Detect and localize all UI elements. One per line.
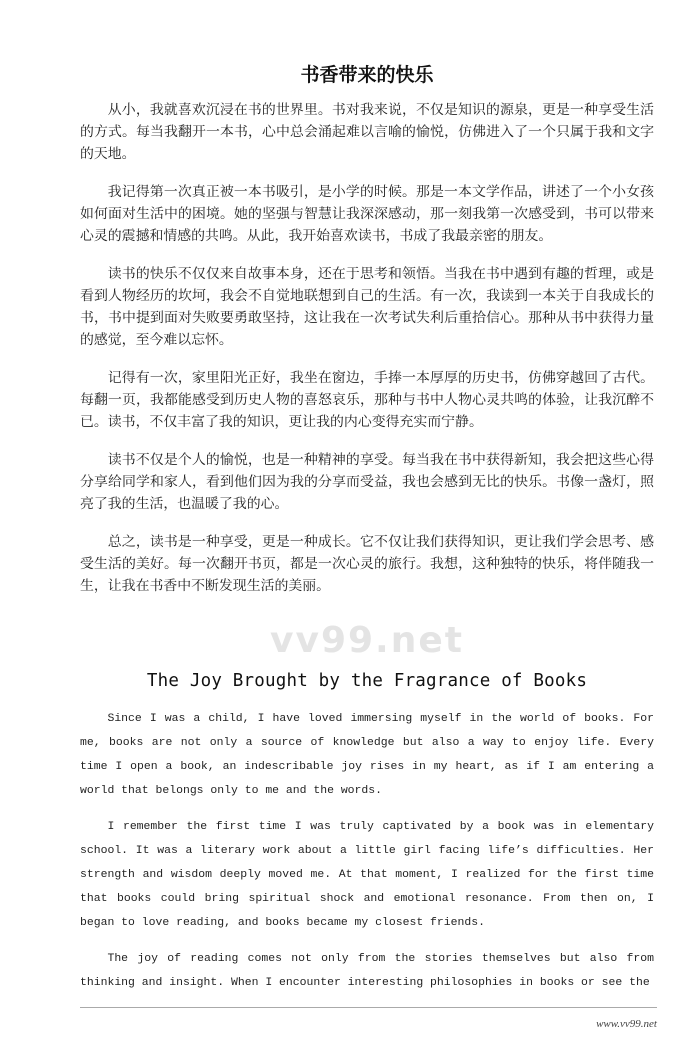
english-paragraph: The joy of reading comes not only from the stories themselves but also from thinking and insight. When I encounter interesting philosophies in books or see the	[80, 952, 654, 989]
chinese-paragraph: 总之，读书是一种享受，更是一种成长。它不仅让我们获得知识，更让我们学会思考、感受生活的美好。每一次翻开书页，都是一次心灵的旅行。我想，这种独特的快乐，将伴随我一生，让我在书香中不断发现生活的美丽。	[80, 534, 654, 594]
chinese-paragraph: 读书不仅是个人的愉悦，也是一种精神的享受。每当我在书中获得新知，我会把这些心得分享给同学和家人，看到他们因为我的分享而受益，我也会感到无比的快乐。书像一盏灯，照亮了我的生活，也温暖了我的心。	[80, 452, 654, 512]
document-page	[80, 0, 654, 995]
section-gap	[80, 613, 654, 669]
chinese-paragraph: 从小，我就喜欢沉浸在书的世界里。书对我来说，不仅是知识的源泉，更是一种享受生活的方式。每当我翻开一本书，心中总会涌起难以言喻的愉悦，仿佛进入了一个只属于我和文字的天地。	[80, 102, 654, 162]
chinese-body	[80, 99, 654, 597]
chinese-paragraph: 记得有一次，家里阳光正好，我坐在窗边，手捧一本厚厚的历史书，仿佛穿越回了古代。每翻一页，我都能感受到历史人物的喜怒哀乐，那种与书中人物心灵共鸣的体验，让我沉醉不已。读书，不仅丰富了我的知识，更让我的内心变得充实而宁静。	[80, 370, 654, 430]
footer-site: www.vv99.net	[596, 1018, 657, 1030]
chinese-paragraph: 我记得第一次真正被一本书吸引，是小学的时候。那是一本文学作品，讲述了一个小女孩如何面对生活中的困境。她的坚强与智慧让我深深感动，那一刻我第一次感受到，书可以带来心灵的震撼和情感的共鸣。从此，我开始喜欢读书，书成了我最亲密的朋友。	[80, 184, 654, 244]
watermark: vv99.net	[270, 620, 464, 661]
english-title: The Joy Brought by the Fragrance of Books	[146, 671, 588, 691]
chinese-title: 书香带来的快乐	[300, 64, 434, 86]
chinese-paragraph: 读书的快乐不仅仅来自故事本身，还在于思考和领悟。当我在书中遇到有趣的哲理，或是看到人物经历的坎坷，我会不自觉地联想到自己的生活。有一次，我读到一本关于自我成长的书，书中提到面对失败要勇敢坚持，这让我在一次考试失利后重拾信心。那种从书中获得力量的感觉，至今难以忘怀。	[80, 266, 654, 348]
english-paragraph: I remember the first time I was truly captivated by a book was in elementary school. It was a literary work about a little girl facing life’s difficulties. Her strength and wisdom deeply moved me. At that moment, I realized for the first time that books could bring spiritual shock and emotional resonance. From then on, I began to love reading, and books became my closest friends.	[80, 820, 654, 929]
english-paragraph: Since I was a child, I have loved immersing myself in the world of books. For me, books are not only a source of knowledge but also a way to enjoy life. Every time I open a book, an indescribable joy rises in my heart, as if I am entering a world that belongs only to me and the words.	[80, 712, 654, 797]
english-body	[80, 707, 654, 995]
footer	[80, 1007, 657, 1032]
